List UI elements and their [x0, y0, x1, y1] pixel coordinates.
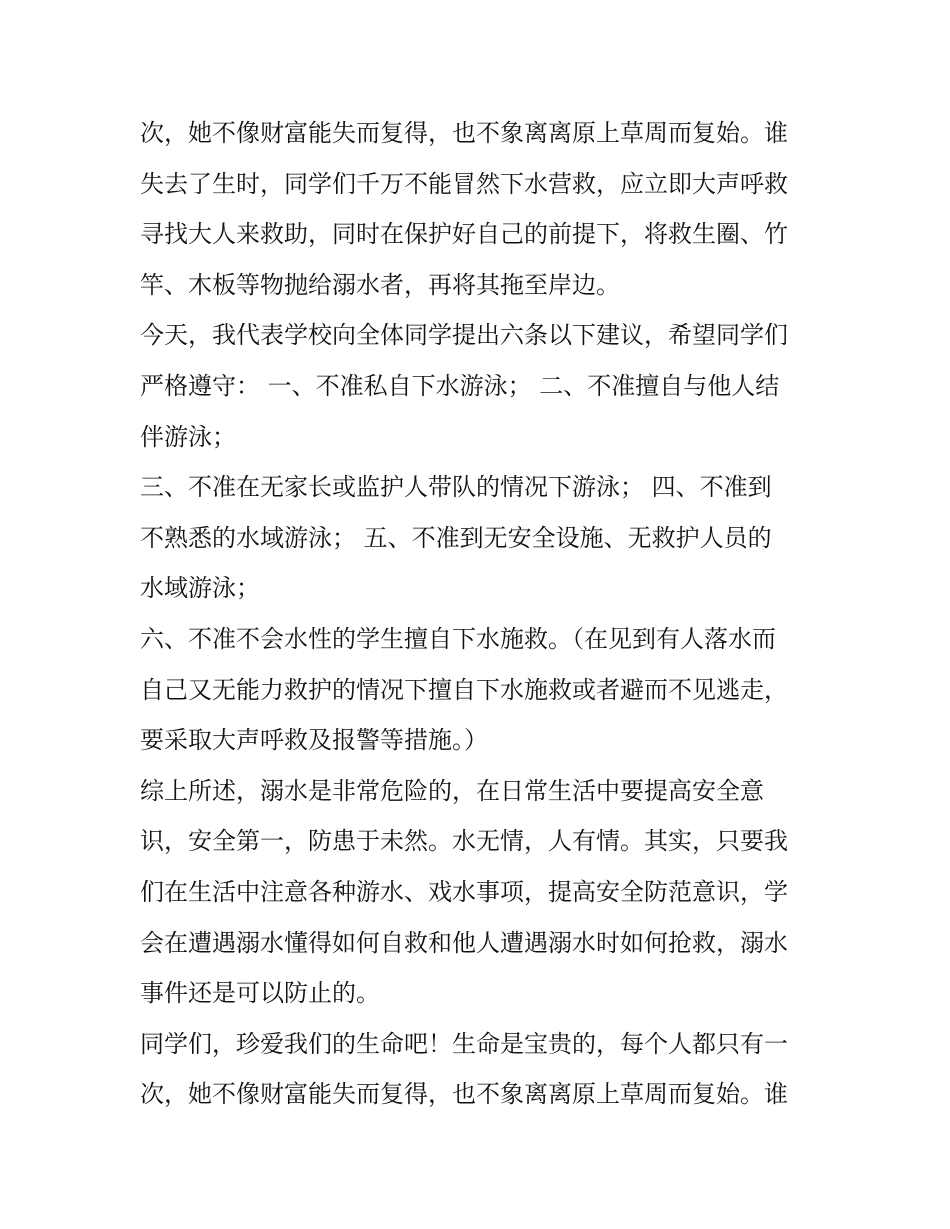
- text-line: 综上所述，溺水是非常危险的，在日常生活中要提高安全意: [140, 776, 764, 805]
- text-line: 伴游泳；: [140, 422, 236, 451]
- text-line: 次，她不像财富能失而复得，也不象离离原上草周而复始。谁: [140, 1080, 788, 1109]
- text-line: 竿、木板等物抛给溺水者，再将其拖至岸边。: [140, 270, 620, 299]
- paragraph-drowning-rescue: [140, 108, 830, 310]
- paragraph-cherish-life: [140, 1019, 830, 1120]
- text-line: 今天，我代表学校向全体同学提出六条以下建议，希望同学们: [140, 321, 788, 350]
- document-page: [140, 108, 830, 1120]
- text-line: 严格遵守： 一、不准私自下水游泳； 二、不准擅自与他人结: [140, 371, 780, 400]
- text-line: 不熟悉的水域游泳； 五、不准到无安全设施、无救护人员的: [140, 523, 772, 552]
- text-line: 同学们，珍爱我们的生命吧！生命是宝贵的，每个人都只有一: [140, 1029, 788, 1058]
- text-line: 要采取大声呼救及报警等措施。）: [140, 726, 488, 755]
- text-line: 识，安全第一，防患于未然。水无情，人有情。其实，只要我: [140, 827, 788, 856]
- text-line: 三、不准在无家长或监护人带队的情况下游泳； 四、不准到: [140, 473, 772, 502]
- paragraph-six-rules-intro: [140, 310, 830, 462]
- text-line: 六、不准不会水性的学生擅自下水施救。（在见到有人落水而: [140, 624, 776, 653]
- text-line: 自己又无能力救护的情况下擅自下水施救或者避而不见逃走，: [140, 675, 788, 704]
- text-line: 水域游泳；: [140, 574, 260, 603]
- text-line: 失去了生时，同学们千万不能冒然下水营救，应立即大声呼救: [140, 169, 788, 198]
- text-line: 们在生活中注意各种游水、戏水事项，提高安全防范意识，学: [140, 877, 788, 906]
- paragraph-rules-three-to-five: [140, 462, 830, 614]
- text-line: 会在遭遇溺水懂得如何自救和他人遭遇溺水时如何抢救，溺水: [140, 928, 788, 957]
- paragraph-summary: [140, 766, 830, 1019]
- text-line: 寻找大人来救助，同时在保护好自己的前提下，将救生圈、竹: [140, 220, 788, 249]
- paragraph-rule-six: [140, 614, 830, 766]
- text-line: 事件还是可以防止的。: [140, 979, 380, 1008]
- text-line: 次，她不像财富能失而复得，也不象离离原上草周而复始。谁: [140, 119, 788, 147]
